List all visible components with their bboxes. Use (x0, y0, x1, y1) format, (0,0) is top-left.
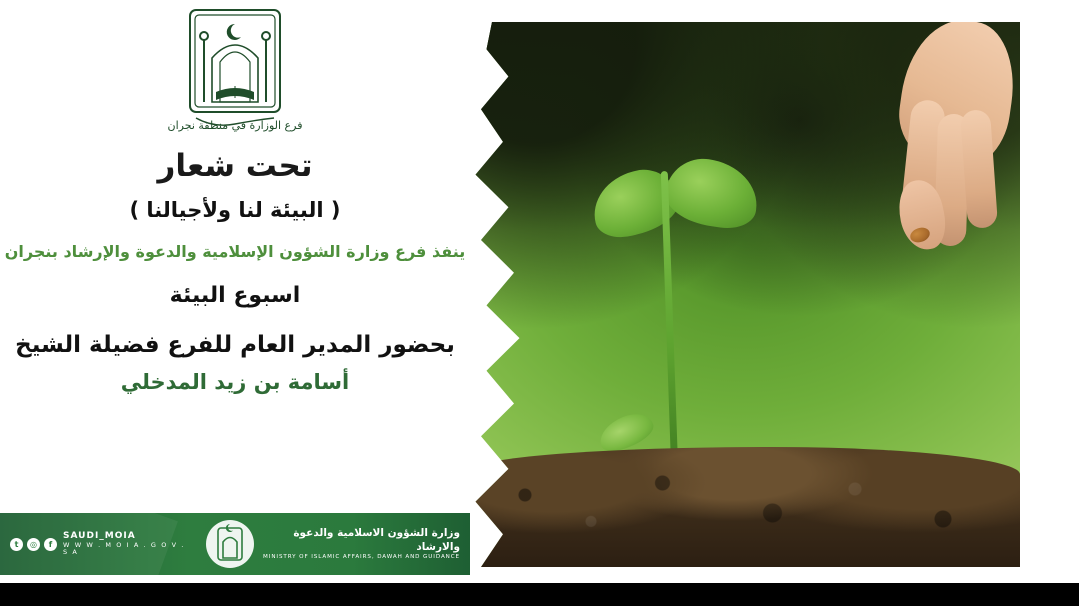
hand-icon (882, 30, 1002, 275)
official-name: أسامة بن زيد المدخلي (120, 370, 350, 394)
footer-emblem-icon (204, 516, 256, 572)
emblem-caption: فرع الوزارة في منطقة نجران (167, 119, 303, 132)
twitter-icon[interactable]: t (10, 538, 23, 551)
ministry-name-block (262, 527, 460, 560)
ministry-name-arabic: وزارة الشؤون الاسلامية والدعوة والارشاد (293, 527, 460, 553)
photo-background (470, 22, 1020, 567)
social-handle-block (63, 531, 194, 556)
ministry-name-english: MINISTRY OF ISLAMIC AFFAIRS, DAWAH AND GUIDANCE (263, 553, 460, 560)
social-handle: SAUDI_MOIA (63, 531, 136, 542)
poster-text-block (0, 134, 470, 394)
seedling-photo (470, 22, 1020, 567)
ministry-emblem-icon (160, 6, 310, 134)
slogan-text: ( البيئة لنا ولأجيالنا ) (129, 198, 341, 222)
footer-bar (0, 513, 470, 575)
leaf-right-icon (662, 154, 762, 232)
slogan-prefix: تحت شعار (157, 148, 313, 184)
social-icons-group (10, 538, 57, 551)
organizer-text: ينفذ فرع وزارة الشؤون الإسلامية والدعوة والإرشاد بنجران (4, 242, 466, 261)
website-url: W W W . M O I A . G O V . S A (63, 540, 185, 557)
soil-icon (470, 447, 1020, 567)
attendance-text: بحضور المدير العام للفرع فضيلة الشيخ (15, 332, 455, 358)
bottom-black-band (0, 583, 1079, 606)
text-column (0, 0, 470, 583)
event-title: اسبوع البيئة (169, 283, 301, 308)
facebook-icon[interactable]: f (44, 538, 57, 551)
instagram-icon[interactable]: ◎ (27, 538, 40, 551)
